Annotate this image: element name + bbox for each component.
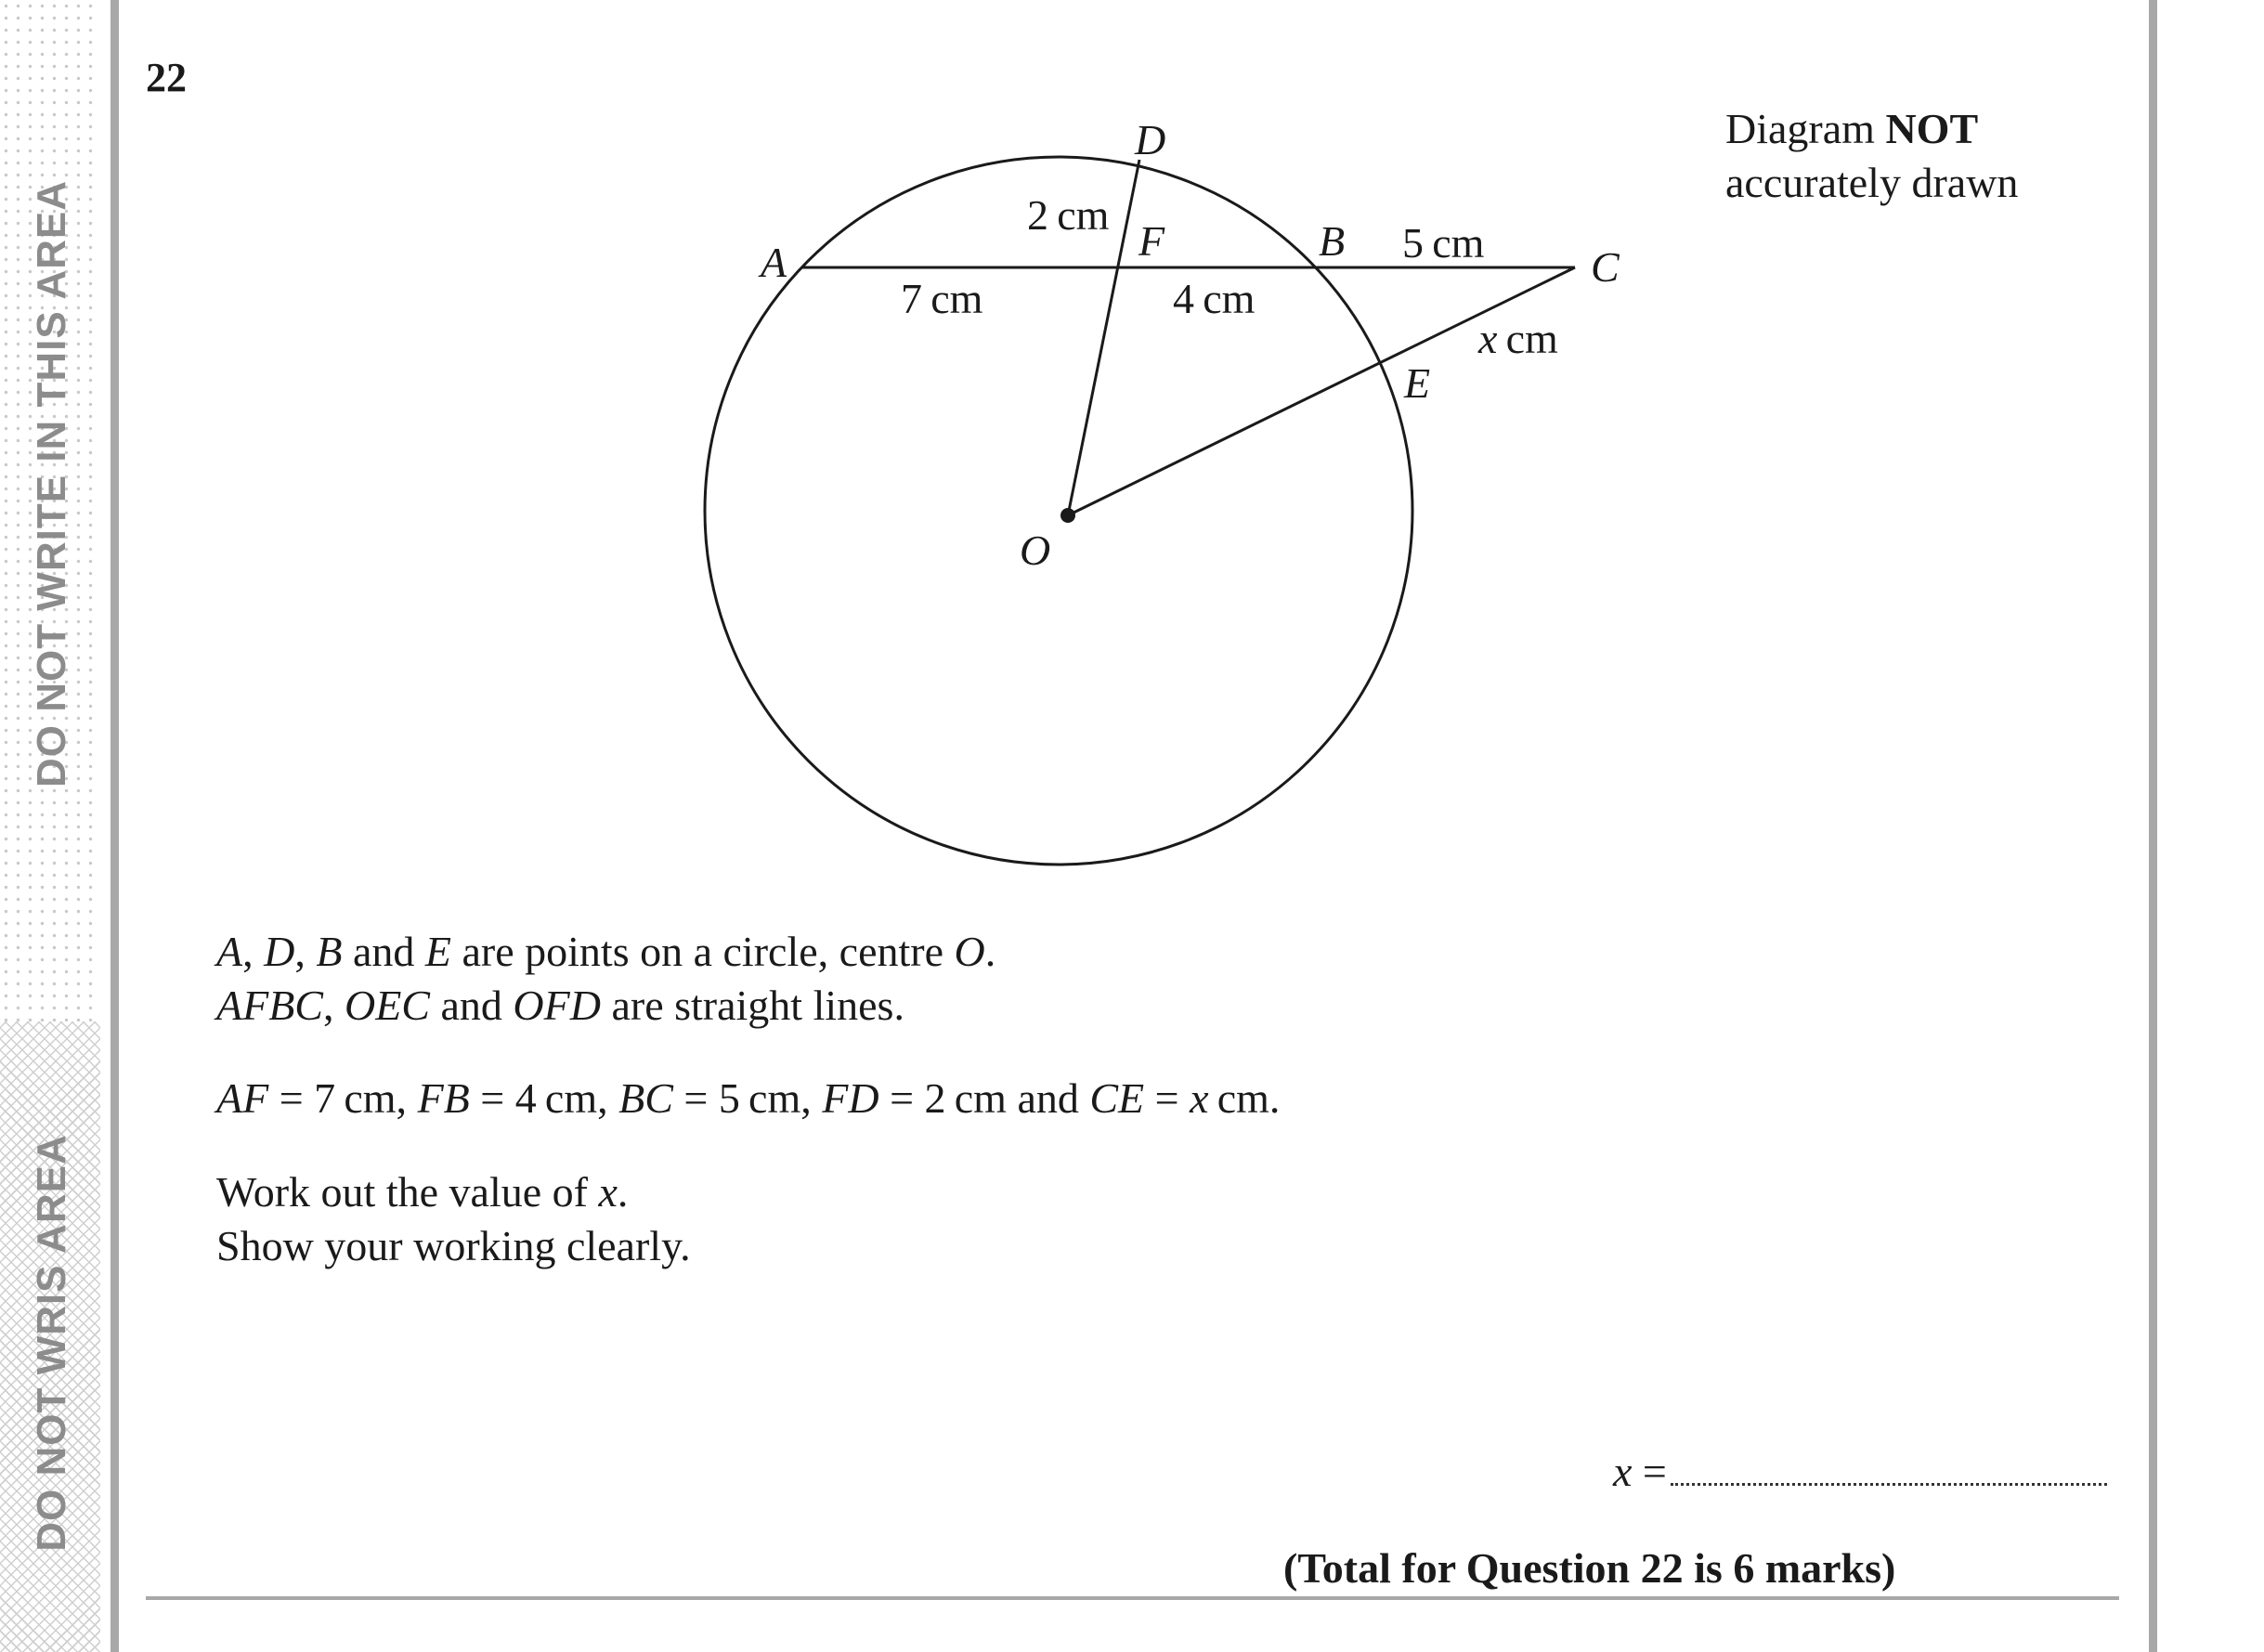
var-E: E <box>424 928 451 975</box>
var-AFBC: AFBC <box>216 982 323 1029</box>
circle <box>705 157 1412 865</box>
line-OEC <box>1068 267 1575 515</box>
diagram-note-bold: NOT <box>1885 105 1979 152</box>
var-BC: BC <box>618 1074 673 1122</box>
answer-var-x: x <box>1613 1448 1633 1495</box>
diagram-note-text: Diagram <box>1725 105 1886 152</box>
var-D: D <box>264 928 295 975</box>
text-sep: , <box>294 928 317 975</box>
length-FD: 2 cm <box>1027 191 1110 239</box>
var-FD: FD <box>822 1074 879 1122</box>
question-text-line5: Show your working clearly. <box>216 1222 691 1269</box>
value-FB: = 4 cm, <box>469 1074 619 1122</box>
value-AF: = 7 cm, <box>268 1074 418 1122</box>
text-sep: , <box>322 982 345 1029</box>
value-CE-unit: cm. <box>1208 1074 1281 1122</box>
length-FB: 4 cm <box>1173 275 1256 322</box>
length-AF: 7 cm <box>901 275 983 322</box>
var-FB: FB <box>417 1074 470 1122</box>
var-OFD: OFD <box>513 982 601 1029</box>
text-sep: , <box>242 928 265 975</box>
var-CE: CE <box>1089 1074 1145 1122</box>
label-O: O <box>1020 527 1051 574</box>
var-x: x <box>1190 1074 1209 1122</box>
text-tail: are points on a circle, centre <box>450 928 955 975</box>
text-end: . <box>984 928 996 975</box>
value-BC: = 5 cm, <box>672 1074 823 1122</box>
question-total-marks: (Total for Question 22 is 6 marks) <box>1283 1544 1896 1592</box>
label-B: B <box>1319 217 1346 265</box>
question-number: 22 <box>146 55 187 100</box>
value-CE-eq: = <box>1144 1074 1191 1122</box>
label-A: A <box>761 239 787 286</box>
text-sep: and <box>429 982 514 1029</box>
var-A: A <box>216 928 243 975</box>
margin-warning-top: DO NOT WRITE IN THIS AREA <box>29 179 74 788</box>
margin-warning-bottom: DO NOT WRIS AREA <box>29 1134 74 1552</box>
label-E: E <box>1404 359 1431 407</box>
instruction-text: Work out the value of <box>216 1168 599 1216</box>
centre-point-O <box>1060 508 1075 523</box>
question-text-line3 <box>216 1072 1280 1125</box>
answer-line[interactable] <box>1613 1447 2107 1496</box>
bottom-rule <box>146 1596 2119 1600</box>
var-O: O <box>954 928 985 975</box>
var-AF: AF <box>216 1074 269 1122</box>
question-text-line2 <box>216 979 904 1033</box>
value-FD: = 2 cm and <box>878 1074 1090 1122</box>
var-B: B <box>316 928 343 975</box>
label-C: C <box>1591 243 1620 291</box>
var-x: x <box>598 1168 618 1216</box>
label-D: D <box>1135 116 1166 163</box>
question-text-line4 <box>216 1165 628 1219</box>
length-BC: 5 cm <box>1402 219 1485 267</box>
var-OEC: OEC <box>344 982 430 1029</box>
length-CE-var: x <box>1478 315 1498 362</box>
text-sep: and <box>342 928 425 975</box>
label-F: F <box>1139 217 1165 265</box>
diagram-note-line2: accurately drawn <box>1725 159 2019 206</box>
length-CE-unit: cm <box>1497 315 1558 362</box>
text-tail: are straight lines. <box>600 982 904 1029</box>
answer-equals: = <box>1632 1448 1667 1495</box>
length-CE <box>1477 315 1558 362</box>
answer-dotted-field[interactable] <box>1671 1450 2107 1486</box>
question-text-line1 <box>216 925 995 979</box>
text-end: . <box>617 1168 629 1216</box>
